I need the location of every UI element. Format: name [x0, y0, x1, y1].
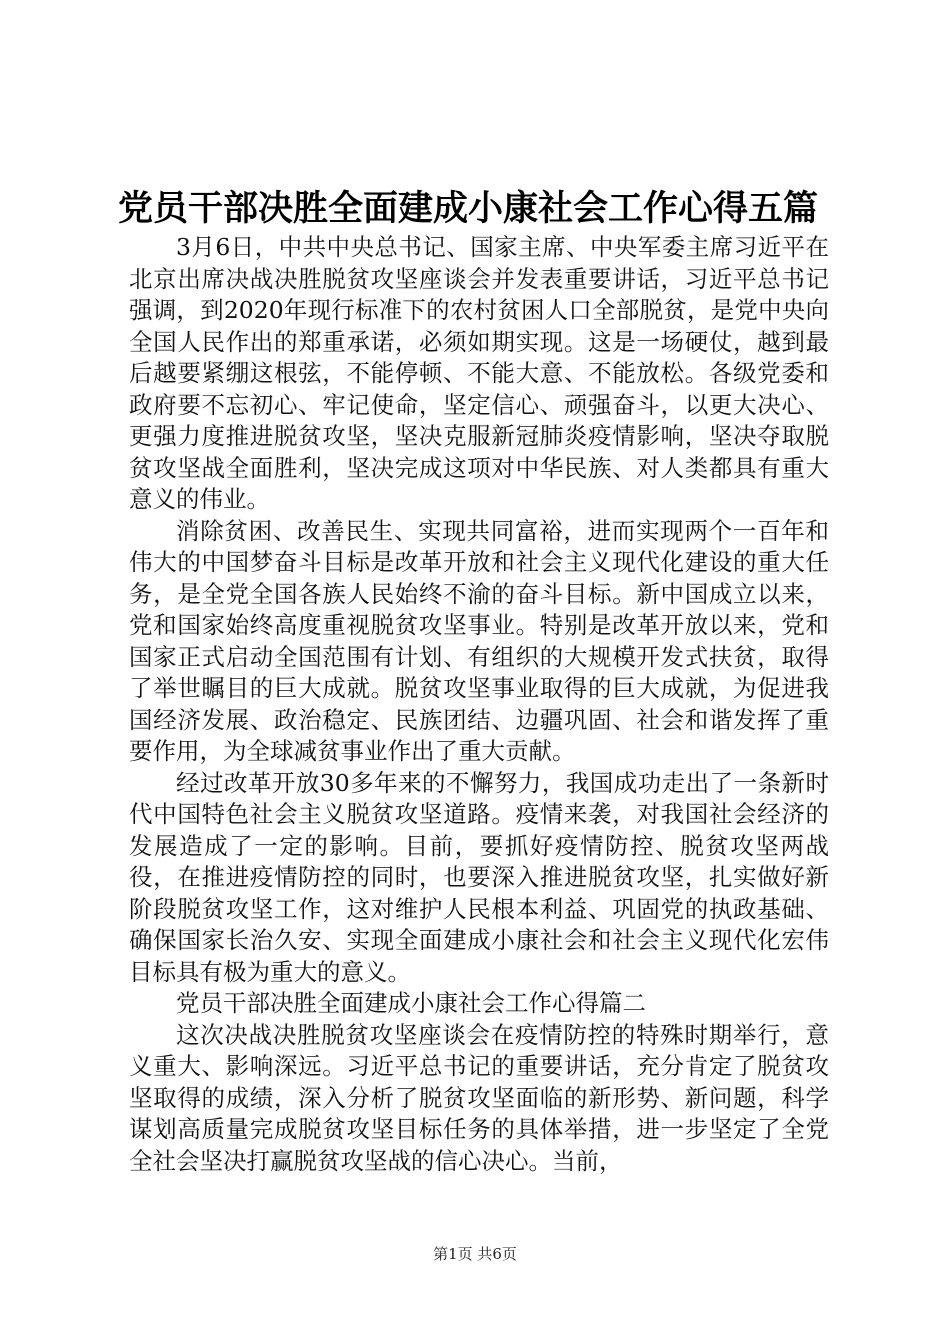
document-title: 党员干部决胜全面建成小康社会工作心得五篇 — [118, 188, 819, 229]
page-footer: 第1页 共6页 — [433, 1245, 517, 1263]
paragraph-4: 这次决战决胜脱贫攻坚座谈会在疫情防控的特殊时期举行，意义重大、影响深远。习近平总书记的重要讲话，充分肯定了脱贫攻坚取得的成绩，深入分析了脱贫攻坚面临的新形势、新问题，科学谋划高质量完成脱贫攻坚目标任务的具体举措，进一步坚定了全党全社会坚决打赢脱贫攻坚战的信心决心。当前， — [129, 1020, 829, 1175]
section-heading-2: 党员干部决胜全面建成小康社会工作心得篇二 — [176, 989, 646, 1017]
paragraph-1: 3月6日，中共中央总书记、国家主席、中央军委主席习近平在北京出席决战决胜脱贫攻坚座谈会并发表重要讲话，习近平总书记强调，到2020年现行标准下的农村贫困人口全部脱贫，是党中央向全国人民作出的郑重承诺，必须如期实现。这是一场硬仗，越到最后越要紧绷这根弦，不能停顿、不能大意、不能放松。各级党委和政府要不忘初心、牢记使命，坚定信心、顽强奋斗，以更大决心、更强力度推进脱贫攻坚，坚决克服新冠肺炎疫情影响，坚决夺取脱贫攻坚战全面胜利，坚决完成这项对中华民族、对人类都具有重大意义的伟业。 — [129, 233, 829, 513]
paragraph-3: 经过改革开放30多年来的不懈努力，我国成功走出了一条新时代中国特色社会主义脱贫攻坚道路。疫情来袭，对我国社会经济的发展造成了一定的影响。目前，要抓好疫情防控、脱贫攻坚两战役，在推进疫情防控的同时，也要深入推进脱贫攻坚，扎实做好新阶段脱贫攻坚工作，这对维护人民根本利益、巩固党的执政基础、确保国家长治久安、实现全面建成小康社会和社会主义现代化宏伟目标具有极为重大的意义。 — [129, 768, 829, 986]
document-body — [129, 232, 829, 1177]
paragraph-2: 消除贫困、改善民生、实现共同富裕，进而实现两个一百年和伟大的中国梦奋斗目标是改革开放和社会主义现代化建设的重大任务，是全党全国各族人民始终不渝的奋斗目标。新中国成立以来，党和国家始终高度重视脱贫攻坚事业。特别是改革开放以来，党和国家正式启动全国范围有计划、有组织的大规模开发式扶贫，取得了举世瞩目的巨大成就。脱贫攻坚事业取得的巨大成就，为促进我国经济发展、政治稳定、民族团结、边疆巩固、社会和谐发挥了重要作用，为全球减贫事业作出了重大贡献。 — [129, 516, 829, 765]
